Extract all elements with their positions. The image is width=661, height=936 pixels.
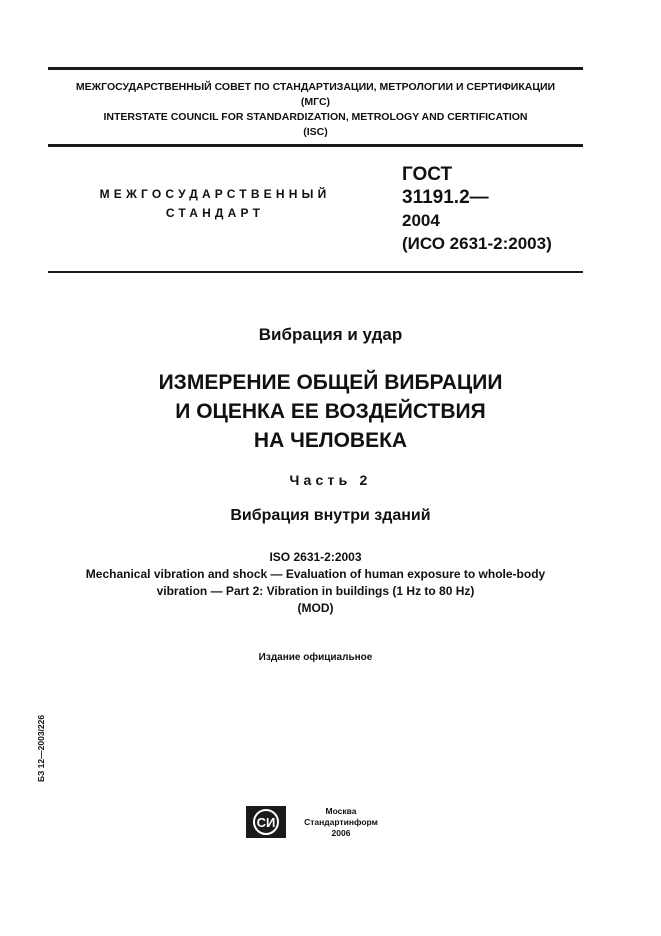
edition-label: Издание официальное <box>258 652 373 663</box>
main-title-line3: НА ЧЕЛОВЕКА <box>253 429 408 452</box>
iso-mod: (MOD) <box>297 601 334 615</box>
iso-title-line1: Mechanical vibration and shock — Evaluation of human exposure to whole-body <box>85 567 546 581</box>
standard-type <box>85 185 345 223</box>
header-rule <box>48 144 583 147</box>
main-title <box>0 368 661 455</box>
iso-number: ISO 2631-2:2003 <box>269 550 362 564</box>
gost-label: ГОСТ <box>402 164 453 185</box>
council-ru-abbr: (МГС) <box>300 96 331 108</box>
publisher-logo <box>246 806 286 838</box>
iso-title-line2: vibration — Part 2: Vibration in buildings (1 Hz to 80 Hz) <box>156 584 475 598</box>
publisher-name: Стандартинформ <box>304 817 378 827</box>
council-en-abbr: (ISC) <box>303 126 328 138</box>
main-title-line1: ИЗМЕРЕНИЕ ОБЩЕЙ ВИБРАЦИИ <box>158 371 503 394</box>
gost-designation <box>402 163 552 255</box>
standard-type-line1: МЕЖГОСУДАРСТВЕННЫЙ <box>99 187 331 201</box>
gost-number: 31191.2— <box>402 187 489 208</box>
iso-reference: (ИСО 2631-2:2003) <box>402 234 552 253</box>
standartinform-logo-icon <box>246 806 286 838</box>
logo-text: СИ <box>256 815 276 830</box>
gost-year: 2004 <box>402 211 440 230</box>
middle-rule <box>48 271 583 273</box>
publisher-city: Москва <box>325 806 357 816</box>
top-rule <box>48 67 583 70</box>
main-title-line2: И ОЦЕНКА ЕЕ ВОЗДЕЙСТВИЯ <box>175 400 486 423</box>
publisher-info <box>296 806 386 839</box>
publisher-year: 2006 <box>331 828 351 838</box>
part-label: Часть 2 <box>289 472 372 488</box>
side-code: БЗ 12—2003/226 <box>36 714 46 782</box>
council-en: INTERSTATE COUNCIL FOR STANDARDIZATION, METROLOGY AND CERTIFICATION <box>103 111 528 123</box>
part-title: Вибрация внутри зданий <box>230 507 431 524</box>
standard-type-line2: СТАНДАРТ <box>165 206 265 220</box>
council-block <box>48 80 583 140</box>
subject-title: Вибрация и удар <box>258 325 403 344</box>
iso-info <box>0 549 631 617</box>
council-ru: МЕЖГОСУДАРСТВЕННЫЙ СОВЕТ ПО СТАНДАРТИЗАЦИИ, МЕТРОЛОГИИ И СЕРТИФИКАЦИИ <box>75 81 556 93</box>
